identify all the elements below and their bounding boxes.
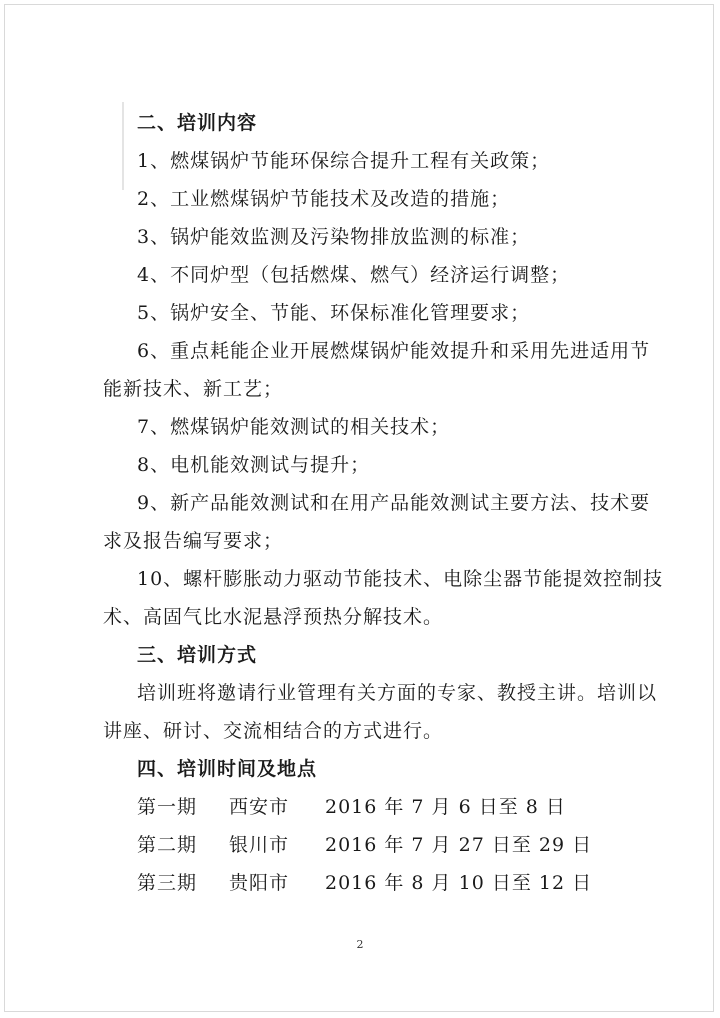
section-heading-content: 二、培训内容 xyxy=(137,112,258,134)
schedule-city: 贵阳市 xyxy=(229,872,290,894)
page-number: 2 xyxy=(356,938,364,951)
schedule-period: 第二期 xyxy=(137,834,198,856)
schedule-date: 2016 年 7 月 27 日至 29 日 xyxy=(325,834,593,856)
content-item-4: 4、不同炉型（包括燃煤、燃气）经济运行调整； xyxy=(137,264,571,286)
content-item-6-continued: 能新技术、新工艺； xyxy=(103,378,284,400)
content-item-5: 5、锅炉安全、节能、环保标准化管理要求； xyxy=(137,302,531,324)
content-item-1: 1、燃煤锅炉节能环保综合提升工程有关政策； xyxy=(137,150,551,172)
schedule-period: 第一期 xyxy=(137,796,198,818)
content-item-6: 6、重点耗能企业开展燃煤锅炉能效提升和采用先进适用节 xyxy=(137,340,651,362)
method-paragraph-line-2: 讲座、研讨、交流相结合的方式进行。 xyxy=(103,720,444,742)
content-item-9: 9、新产品能效测试和在用产品能效测试主要方法、技术要 xyxy=(137,492,651,514)
content-item-8: 8、电机能效测试与提升； xyxy=(137,454,371,476)
content-item-3: 3、锅炉能效监测及污染物排放监测的标准； xyxy=(137,226,531,248)
schedule-row-3 xyxy=(103,864,623,902)
content-item-10: 10、螺杆膨胀动力驱动节能技术、电除尘器节能提效控制技 xyxy=(137,568,664,590)
content-item-2: 2、工业燃煤锅炉节能技术及改造的措施； xyxy=(137,188,511,210)
schedule-row-1 xyxy=(103,788,623,826)
section-heading-method: 三、培训方式 xyxy=(137,644,258,666)
schedule-row-2 xyxy=(103,826,623,864)
document-body xyxy=(103,104,664,902)
method-paragraph-line-1: 培训班将邀请行业管理有关方面的专家、教授主讲。培训以 xyxy=(137,682,658,704)
schedule-date: 2016 年 8 月 10 日至 12 日 xyxy=(325,872,593,894)
schedule-period: 第三期 xyxy=(137,872,198,894)
content-item-9-continued: 求及报告编写要求； xyxy=(103,530,284,552)
content-item-10-continued: 术、高固气比水泥悬浮预热分解技术。 xyxy=(103,606,444,628)
schedule-city: 西安市 xyxy=(229,796,290,818)
content-item-7: 7、燃煤锅炉能效测试的相关技术； xyxy=(137,416,451,438)
section-heading-schedule: 四、培训时间及地点 xyxy=(137,758,318,780)
schedule-city: 银川市 xyxy=(229,834,290,856)
schedule-date: 2016 年 7 月 6 日至 8 日 xyxy=(325,796,566,818)
